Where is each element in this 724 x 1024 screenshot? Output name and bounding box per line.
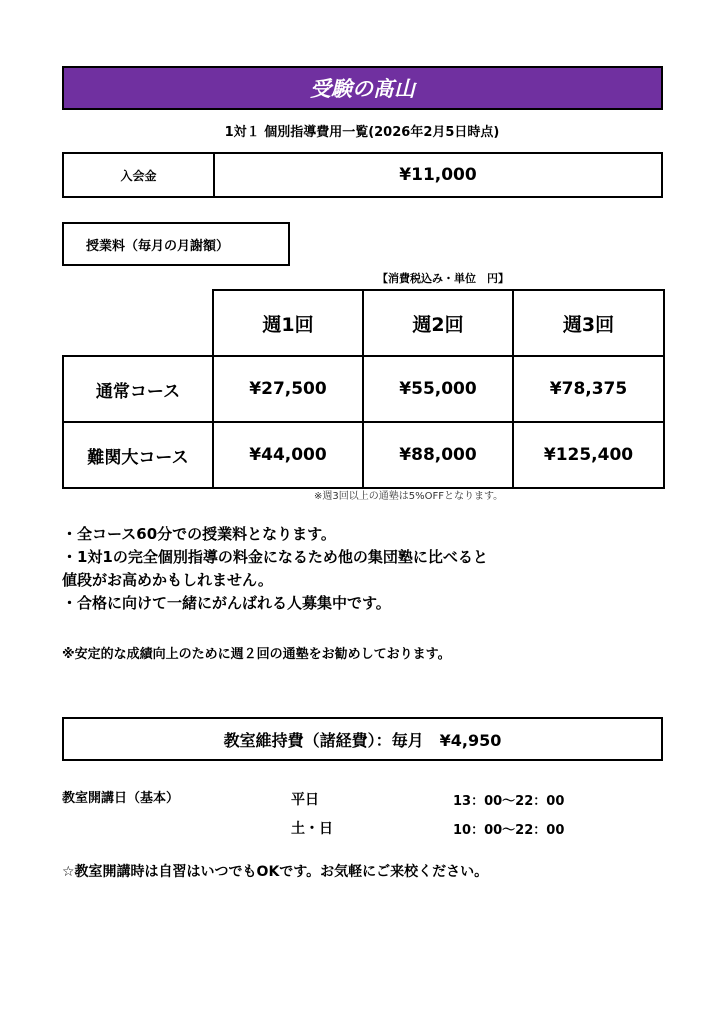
course-name: 通常コース bbox=[63, 356, 213, 422]
schedule-day: 土・日 bbox=[291, 821, 333, 837]
price-cell: ¥27,500 bbox=[213, 356, 363, 422]
price-cell: ¥44,000 bbox=[213, 422, 363, 488]
column-header: 週3回 bbox=[513, 290, 664, 356]
schedule-time: 10：00～22：00 bbox=[453, 823, 565, 838]
notes-list bbox=[62, 523, 682, 615]
price-cell: ¥125,400 bbox=[513, 422, 664, 488]
price-cell: ¥88,000 bbox=[363, 422, 513, 488]
schedule-day: 平日 bbox=[291, 792, 319, 808]
column-header: 週1回 bbox=[213, 290, 363, 356]
note-line: ・合格に向けて一緒にがんばれる人募集中です。 bbox=[62, 594, 391, 612]
title-banner bbox=[62, 66, 663, 110]
admission-fee-value: ¥11,000 bbox=[399, 165, 477, 185]
tuition-label: 授業料（毎月の月謝額） bbox=[62, 222, 290, 266]
note-line: ・全コース60分での授業料となります。 bbox=[62, 525, 336, 543]
price-cell: ¥55,000 bbox=[363, 356, 513, 422]
table-row bbox=[63, 356, 664, 422]
table-corner bbox=[63, 290, 213, 356]
school-name: 受験の髙山 bbox=[310, 77, 415, 101]
table-row bbox=[63, 422, 664, 488]
page-subtitle: 1対１ 個別指導費用一覧(2026年2月5日時点) bbox=[224, 125, 500, 140]
recommendation-note: ※安定的な成績向上のために週２回の通塾をお勧めしております。 bbox=[62, 647, 451, 662]
maintenance-fee-box bbox=[62, 717, 663, 761]
note-line: ・1対1の完全個別指導の料金になるため他の集団塾に比べると bbox=[62, 548, 488, 566]
schedule-time: 13：00～22：00 bbox=[453, 794, 565, 809]
tuition-table bbox=[62, 289, 665, 489]
schedule-title: 教室開講日（基本） bbox=[62, 791, 180, 806]
footer-note: ☆教室開講時は自習はいつでもOKです。お気軽にご来校ください。 bbox=[62, 864, 489, 880]
note-line: 値段がお高めかもしれません。 bbox=[62, 571, 273, 589]
tuition-table-header bbox=[63, 290, 664, 356]
price-cell: ¥78,375 bbox=[513, 356, 664, 422]
admission-fee-label: 入会金 bbox=[64, 154, 215, 196]
discount-note: ※週3回以上の通塾は5%OFFとなります。 bbox=[314, 491, 504, 502]
tax-note: 【消費税込み・単位 円】 bbox=[377, 272, 509, 285]
course-name: 難関大コース bbox=[63, 422, 213, 488]
admission-fee-box bbox=[62, 152, 663, 198]
column-header: 週2回 bbox=[363, 290, 513, 356]
maintenance-fee-text: 教室維持費（諸経費）：毎月 ¥4,950 bbox=[223, 730, 502, 750]
